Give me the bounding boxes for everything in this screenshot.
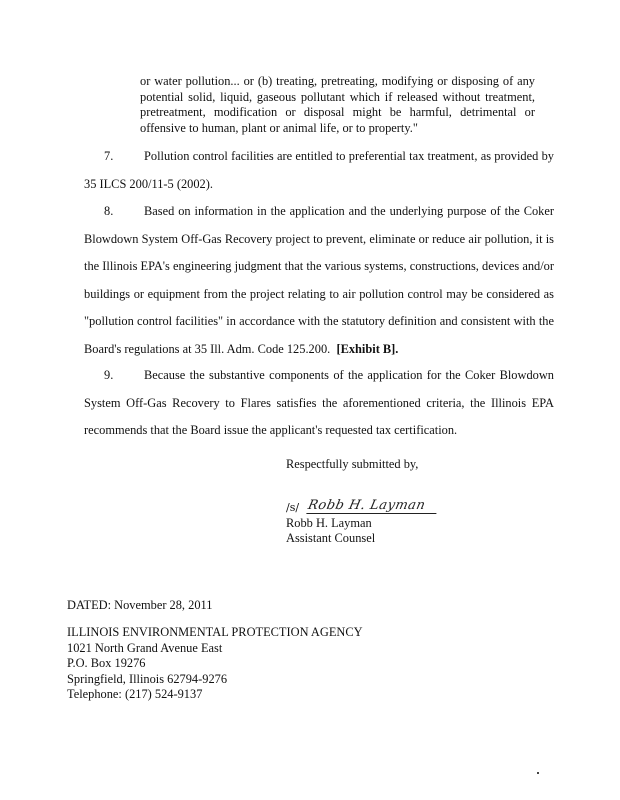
scan-speck (537, 772, 539, 774)
paragraph-9 (84, 362, 554, 445)
exhibit-reference: [Exhibit B]. (336, 341, 399, 356)
agency-address-line-1: 1021 North Grand Avenue East (67, 640, 223, 655)
signature-line (286, 494, 536, 516)
signature-block (286, 456, 536, 546)
paragraph-text: Pollution control facilities are entitled to preferential tax treatment, as provided by 35 ILCS 200/11-5 (2002). (84, 149, 554, 191)
paragraph-8 (84, 198, 554, 363)
paragraph-number: 8. (104, 204, 114, 218)
agency-address-line-2: P.O. Box 19276 (67, 656, 146, 670)
paragraph-number: 7. (104, 149, 114, 163)
signature-prefix: /s/ (286, 501, 300, 514)
signer-title: Assistant Counsel (286, 531, 376, 545)
closing-line: Respectfully submitted by, (286, 457, 419, 471)
agency-telephone: Telephone: (217) 524-9137 (67, 687, 203, 701)
dated-line: DATED: November 28, 2011 (67, 598, 213, 612)
signer-name: Robb H. Layman (286, 516, 372, 530)
paragraph-text: Based on information in the application and the underlying purpose of the Coker Blowdown System Off-Gas Recovery project to prevent, eliminate or reduce air pollution, it is the Illinois EPA's engineering judgment that the various systems, constructions, devices and/or buildings or equipment from the project relating to air pollution control may be considered as "pollution control facilities" in accordance with the statutory definition and consistent with the Board's regulations at 35 Ill. Adm. Code 125.200. (84, 204, 554, 356)
handwritten-signature: Robb H. Layman (306, 498, 439, 514)
agency-city: Springfield, Illinois 62794-9276 (67, 671, 228, 686)
block-quote: or water pollution... or (b) treating, pretreating, modifying or disposing of any potential solid, liquid, gaseous pollutant which if released without treatment, pretreatment, modification or disposal might be harmful, detrimental or offensive to human, plant or animal life, or to property." (140, 74, 535, 136)
paragraph-number: 9. (104, 368, 114, 382)
paragraph-7 (84, 143, 554, 198)
agency-address (67, 625, 363, 703)
paragraph-text: Because the substantive components of the application for the Coker Blowdown System Off-Gas Recovery to Flares satisfies the aforementioned criteria, the Illinois EPA recommends that the Board issue the applicant's requested tax certification. (84, 368, 554, 437)
agency-name: ILLINOIS ENVIRONMENTAL PROTECTION AGENCY (67, 625, 363, 639)
